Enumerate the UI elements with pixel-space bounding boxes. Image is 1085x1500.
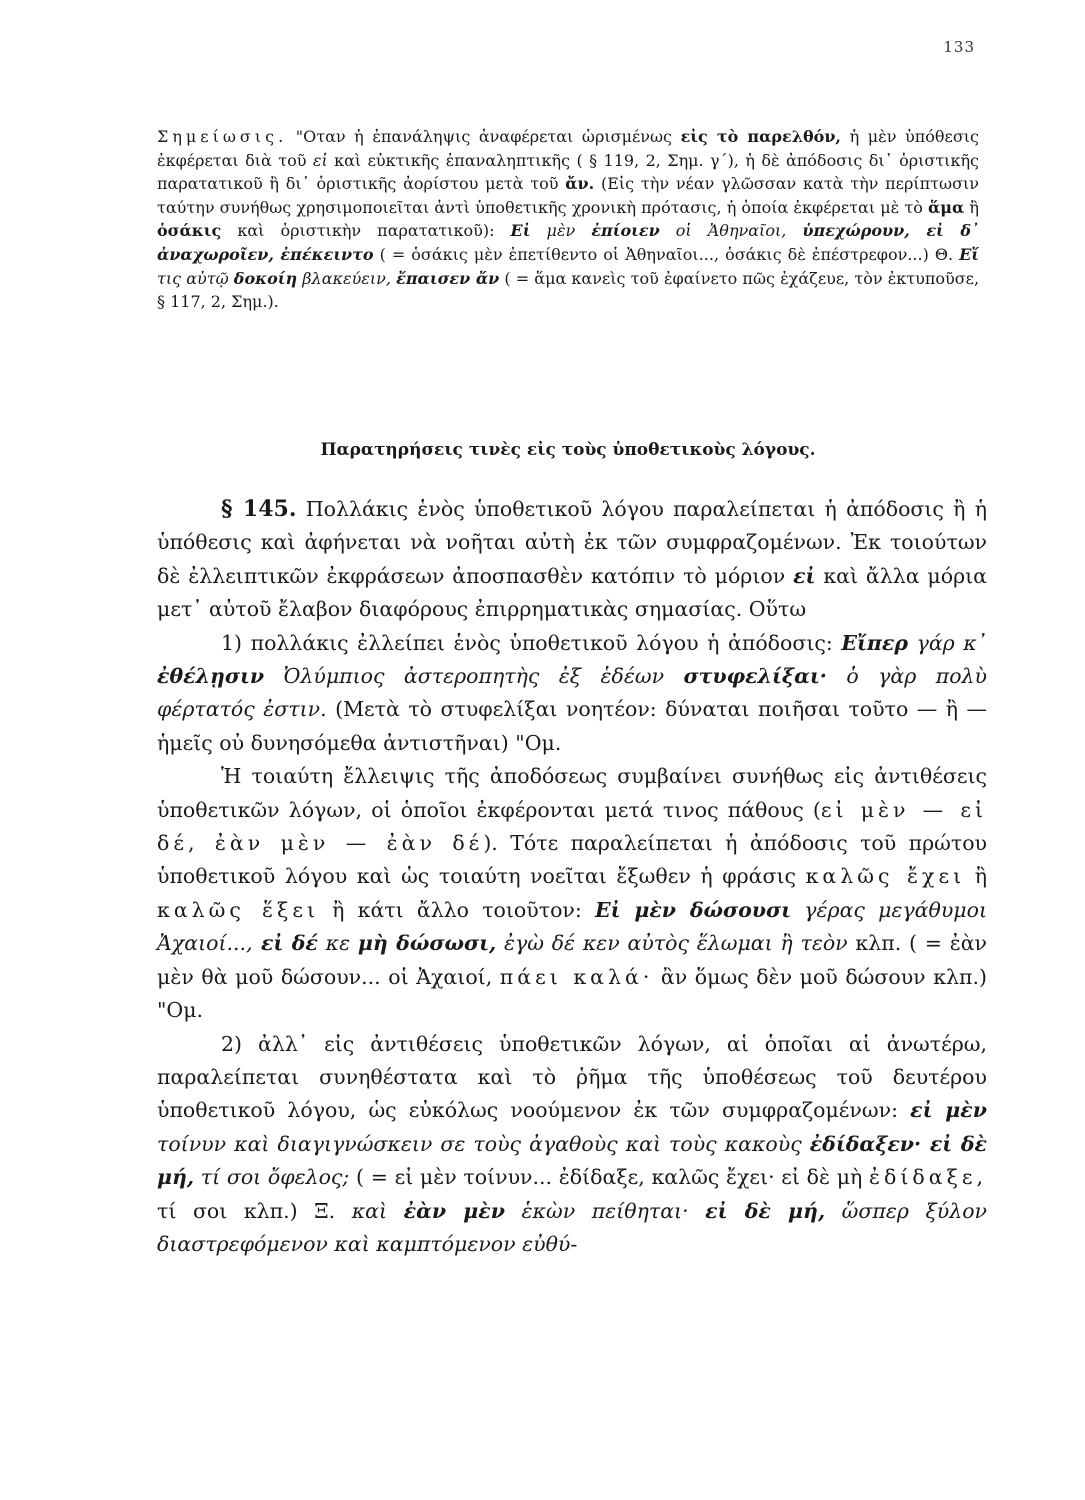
note-bold: δοκοίη <box>233 268 298 288</box>
note-bold: Εἰ <box>510 221 531 241</box>
italic-text: τοίνυν καὶ διαγιγνώσκειν σε τοὺς ἀγαθοὺς καὶ τοὺς κακοὺς <box>157 1131 810 1156</box>
note-italic: βλακεύειν, <box>297 268 397 288</box>
bold-text: εἰ μὲν <box>910 1098 987 1123</box>
italic-text: ἑκὼν πείθηται· <box>504 1198 706 1223</box>
bold-text: εἰ δὲ μή, <box>705 1198 826 1223</box>
text: κλπ. ( = ἐὰν μὲν θὰ μοῦ δώσουν... οἱ Ἀχαιοί, <box>157 931 988 989</box>
note-italic: εἰ <box>312 150 328 170</box>
note-text: ( = ἅμα κανεὶς τοῦ ἐφαίνετο πῶς ἐχάζευε, τὸν ἐκτυποῦσε, § 117, 2, Σημ.). <box>157 268 980 312</box>
bold-text: Εἰ μὲν δώσουσι <box>594 897 792 922</box>
text: 1) πολλάκις ἐλλείπει ἑνὸς ὑποθετικοῦ λόγου ἡ ἀπόδοσις: <box>221 630 842 655</box>
note-bold: ἅμα <box>927 197 965 217</box>
italic-text: γέρας μεγάθυμοι Ἀχαιοί..., <box>157 897 988 956</box>
page-number: 133 <box>943 38 975 56</box>
paragraph <box>157 1028 987 1262</box>
text: Ἡ τοιαύτη ἔλλειψις τῆς ἀποδόσεως συμβαίνει συνήθως εἰς ἀντιθέσεις ὑποθετικῶν λόγων, οἱ ὁποῖοι ἐκφέρονται μετά τινος πάθους ( <box>157 764 987 822</box>
note-italic: τις αὐτῷ <box>157 268 234 288</box>
italic-text: ὁ γὰρ πολὺ φέρτατός ἐστιν. <box>157 664 987 722</box>
bold-text: ἐὰν μὲν <box>403 1198 505 1223</box>
note-bold: ὁσάκις <box>157 221 222 241</box>
note-text: ἢ <box>964 197 980 217</box>
text: Πολλάκις ἑνὸς ὑποθετικοῦ λόγου παραλείπεται ἡ ἀπόδοσις ἢ ἡ ὑπόθεσις καὶ ἀφήνεται νὰ νοῆται αὐτὴ ἐκ τῶν συμφραζομένων. Ἐκ τοιούτων δὲ ἐλλειπτικῶν ἐκφράσεων ἀποσπασθὲν κατόπιν τὸ μόριον <box>157 497 987 588</box>
text: 2) ἀλλ᾽ εἰς ἀντιθέσεις ὑποθετικῶν λόγων, αἱ ὁποῖαι αἱ ἀνωτέρω, παραλείπεται συνηθέστατα καὶ τὸ ῥῆμα τῆς ὑποθέσεως τοῦ δευτέρου ὑποθετικοῦ λόγου, ὡς εὐκόλως νοούμενον ἐκ τῶν συμφραζομένων: <box>157 1031 987 1123</box>
note-italic: οἱ Ἀθηναῖοι, <box>659 221 803 241</box>
note-bold: ἄν. <box>565 174 595 194</box>
italic-text: κε <box>317 931 358 956</box>
text: καὶ ἄλλα μόρια μετ᾽ αὐτοῦ ἔλαβον διαφόρους ἐπιρρηματικὰς σημασίας. Οὕτω <box>157 563 988 622</box>
note-text: καὶ ὁριστικὴν παρατατικοῦ): <box>221 221 511 241</box>
italic-text: καὶ <box>351 1198 404 1223</box>
note-bold: εἰς τὸ παρελθόν, <box>680 127 841 146</box>
note-bold: ἐπίοιεν <box>591 221 660 241</box>
note-bold: ὑπεχώρουν, εἰ δ᾽ ἀναχωροῖεν, ἐπέκειντο <box>157 221 979 264</box>
spaced-text: εἰ μὲν — εἰ δέ, ἐὰν μὲν — ἐὰν δέ <box>157 797 988 856</box>
text: ἢ <box>965 864 987 889</box>
text: ἢ κάτι ἄλλο τοιοῦτον: <box>318 897 595 922</box>
note-text: καὶ εὐκτικῆς ἐπαναληπτικῆς ( § 119, 2, Σημ. γ´), ἡ δὲ ἀπόδοσις δι᾽ ὁριστικῆς παρατατικοῦ ἢ δι᾽ ὁριστικῆς ἀορίστου μετὰ τοῦ <box>157 150 979 194</box>
note-bold: ἔπαισεν ἄν <box>396 268 500 288</box>
note-text: ἡ μὲν ὑπόθεσις ἐκφέρεται διὰ τοῦ <box>157 127 979 170</box>
note-text: "Οταν ἡ ἐπανάληψις ἀναφέρεται ὡρισμένως <box>287 127 681 146</box>
text: (Μετὰ τὸ στυφελίξαι νοητέον: δύναται ποιῆσαι τοῦτο — ἢ — ἡμεῖς οὐ δυνησόμεθα ἀντιστῆναι) "Ομ. <box>157 697 988 755</box>
note-paragraph <box>157 125 979 314</box>
section-subtitle: Παρατηρήσεις τινὲς εἰς τοὺς ὑποθετικοὺς λόγους. <box>320 440 816 460</box>
bold-text: εἰ <box>793 563 816 588</box>
italic-text: γάρ κ᾽ <box>908 630 987 655</box>
bold-text: Εἴπερ <box>841 630 908 655</box>
paragraph <box>157 627 987 761</box>
text: ἂν ὅμως δὲν μοῦ δώσουν κλπ.) "Ομ. <box>157 964 988 1023</box>
text: ). Τότε παραλείπεται ἡ ἀπόδοσις τοῦ πρώτου ὑποθετικοῦ λόγου καὶ ὡς τοιαύτη νοεῖται ἔξωθεν ἡ φράσις <box>157 831 988 889</box>
italic-text: ὥσπερ ξύλον διαστρεφόμενον καὶ καμπτόμενον εὐθύ- <box>157 1198 988 1256</box>
section-number: § 145. <box>221 496 297 522</box>
italic-text: τί σοι ὄφελος; <box>194 1165 350 1190</box>
bold-text: εἰ δέ <box>252 931 318 956</box>
main-text <box>157 493 987 1261</box>
spaced-text: καλῶς ἔχει <box>805 864 966 889</box>
spaced-text: πάει καλά· <box>499 964 654 989</box>
spaced-text: ἐδίδαξε, <box>869 1165 987 1190</box>
spaced-text: καλῶς ἕξει <box>157 897 319 922</box>
bold-text: ἐθέλῃσιν <box>157 664 265 689</box>
note-bold: Εἴ <box>959 244 980 264</box>
text: ( = εἰ μὲν τοίνυν... ἐδίδαξε, καλῶς ἔχει· εἰ δὲ μὴ <box>349 1165 869 1190</box>
italic-text: ἐγὼ δέ κεν αὐτὸς ἕλωμαι ἢ τεὸν <box>496 931 848 956</box>
bold-text: μὴ δώσωσι, <box>357 931 497 956</box>
paragraph <box>157 493 987 627</box>
bold-text: στυφελίξαι· <box>683 664 827 689</box>
note-text: ( = ὁσάκις μὲν ἐπετίθεντο οἱ Ἀθηναῖοι..., ὁσάκις δὲ ἐπέστρεφον...) Θ. <box>373 244 960 264</box>
paragraph <box>157 760 987 1027</box>
bold-text: ἐδίδαξεν· εἰ δὲ μή, <box>157 1131 987 1190</box>
text: τί σοι κλπ.) Ξ. <box>157 1198 352 1223</box>
note-italic: μὲν <box>530 221 592 241</box>
note-label: Σημείωσις. <box>157 127 288 146</box>
note-text: (Εἰς τὴν νέαν γλῶσσαν κατὰ τὴν περίπτωσιν ταύτην συνήθως χρησιμοποιεῖται ἀντὶ ὑποθετικῆς χρονικὴ πρότασις, ἡ ὁποία ἐκφέρεται μὲ τὸ <box>157 174 979 217</box>
italic-text: Ὀλύμπιος ἀστεροπητὴς ἐξ ἑδέων <box>264 664 684 689</box>
